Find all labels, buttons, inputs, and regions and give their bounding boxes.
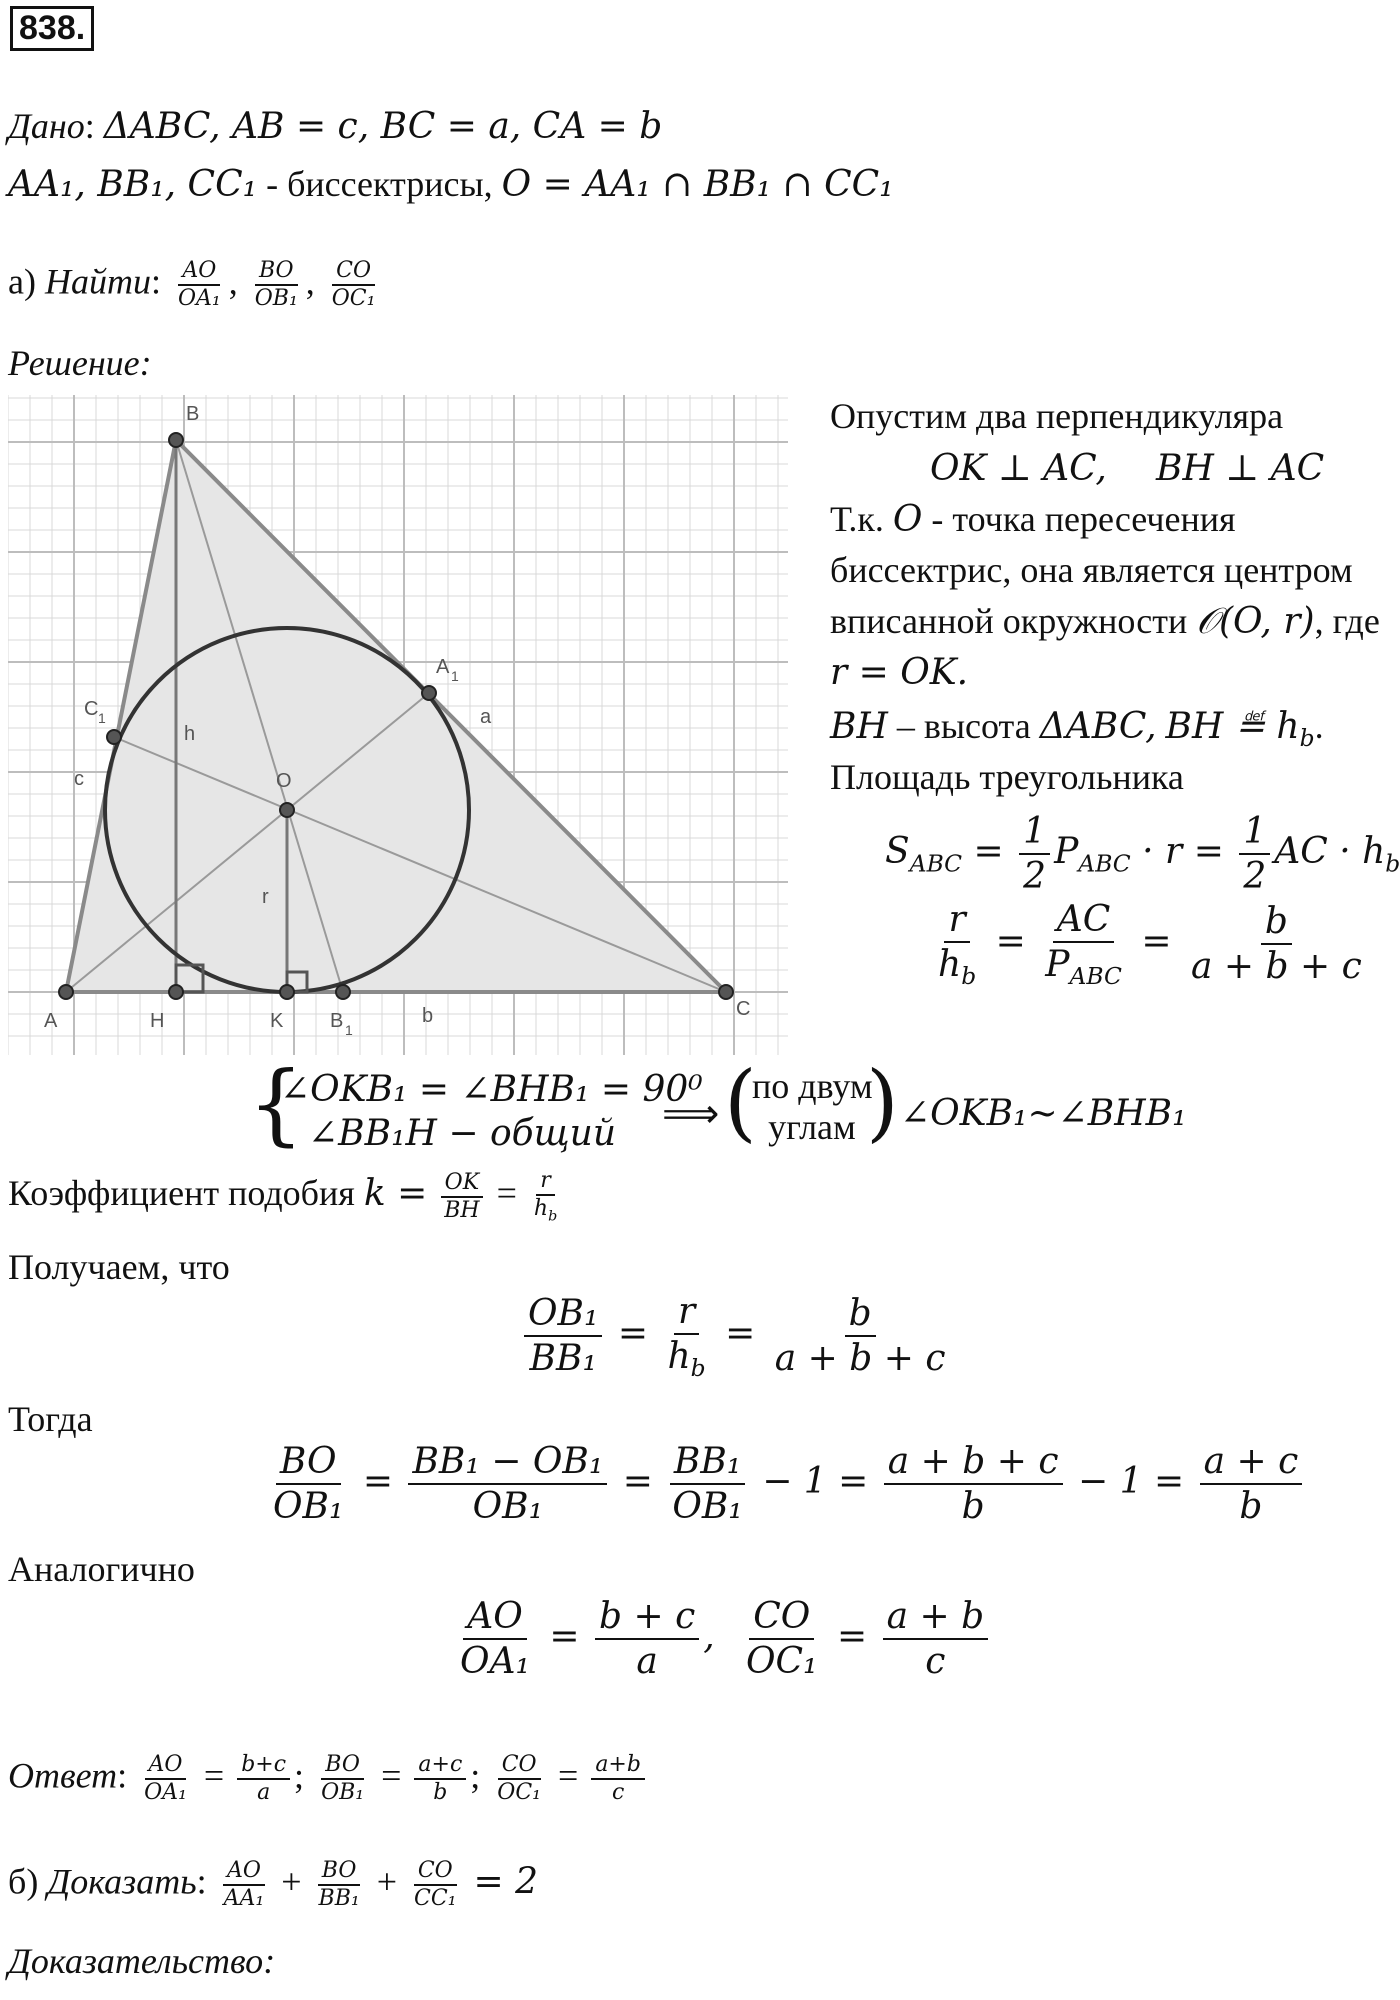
answer-line: Ответ: $\frac{AO}{\text{OA₁}}$ = $\frac{b+c}{a}$ ; $\frac{BO}{\text{OB₁}}$ = $\frac{a+c}{b}$ ; $\frac{CO}{\text{OC₁}}$ = $\frac{a+b}{c}$ (8, 1752, 649, 1807)
label-a-point: A (44, 1010, 58, 1032)
similarly-equation-1: $\frac{AO}{\text{OA₁}}$ = $\frac{b + c}{a}$ , (460, 1596, 715, 1683)
label-c-point: C (736, 998, 751, 1020)
given-line-1: Дано: ΔABC, AB = c, BC = a, CA = b (8, 106, 663, 147)
part-a-label: Найти (44, 261, 151, 302)
get-text: Получаем, что (8, 1247, 230, 1287)
similarly-equation-2: $\frac{CO}{\text{OC₁}}$ = $\frac{a + b}{c}$ (738, 1595, 992, 1683)
label-o: O (276, 770, 292, 792)
area-label: Площадь треугольника (830, 757, 1184, 797)
part-a-prefix: а) (8, 261, 36, 302)
point-a (59, 985, 73, 999)
bisector-center-line: биссектрис, она является центром (830, 550, 1353, 590)
paren-left: ( (724, 1053, 757, 1151)
solution-label: Решение: (8, 343, 152, 383)
part-b-prove: б) Доказать: $\frac{AO}{\text{AA₁}}$ + $\frac{BO}{\text{BB₁}}$ + $\frac{CO}{\text{CC₁}}$ = 2 (8, 1858, 539, 1912)
label-side-a: a (480, 706, 492, 728)
system-row-2: ∠BB₁H − общий (308, 1113, 617, 1154)
label-b1-sub: 1 (345, 1022, 353, 1038)
label-c1: C (84, 698, 99, 720)
label-a1-sub: 1 (451, 668, 459, 684)
label-b1: B (330, 1010, 344, 1032)
perp-text: Опустим два перпендикуляра (830, 396, 1284, 436)
reason-text: по двум углам (752, 1066, 873, 1148)
given-intersection: O = AA₁ ∩ BB₁ ∩ CC₁ (501, 164, 894, 205)
inscribed-line: вписанной окружности 𝒪(O, r), где (830, 601, 1380, 642)
perp-ok: OK ⊥ AC, (930, 448, 1107, 489)
similarity-conclusion: ∠OKB₁~∠BHB₁ (900, 1093, 1187, 1134)
find-fraction-ao: $\frac{AO}{\text{OA₁}}$ (177, 258, 221, 312)
point-b (169, 433, 183, 447)
paren-right: ) (866, 1053, 899, 1151)
given-bisectors-text: - биссектрисы, (266, 164, 493, 204)
label-r: r (262, 886, 269, 908)
part-a-find: а) Найти: $\frac{AO}{\text{OA₁}}$ , $\frac{BO}{\text{OB₁}}$ , $\frac{CO}{\text{OC₁}}$ (8, 258, 383, 313)
altitude-def: BH – высота ΔABC, BH ≝ $h_b$. (830, 706, 1324, 753)
given-line-2 (8, 163, 894, 206)
label-a1: A (436, 656, 450, 678)
given-bisectors: AA₁, BB₁, CC₁ (8, 164, 258, 205)
label-b: B (186, 403, 200, 425)
label-c1-sub: 1 (98, 710, 106, 726)
perp-bh: BH ⊥ AC (1156, 448, 1325, 489)
triangle-figure (8, 395, 788, 1055)
coef-line: Коэффициент подобия k = $\frac{OK}{BH}$ = $\frac{r}{h_b}$ (8, 1168, 558, 1225)
label-side-c: c (74, 768, 84, 790)
similarly-text: Аналогично (8, 1549, 195, 1589)
proof-label: Доказательство: (8, 1941, 276, 1981)
point-o (280, 803, 294, 817)
then-text: Тогда (8, 1399, 93, 1439)
given-triangle: ΔABC, AB = c, BC = a, CA = b (103, 106, 663, 147)
find-fraction-bo: $\frac{BO}{\text{OB₁}}$ (254, 258, 298, 312)
system-brace: { (248, 1052, 304, 1155)
since-line: Т.к. O - точка пересечения (830, 499, 1236, 540)
get-equation: $\frac{\text{OB₁}}{\text{BB₁}}$ = $\frac{r}{h_b}$ = $\frac{b}{a + b + c}$ (520, 1290, 953, 1382)
point-h (169, 985, 183, 999)
point-c1 (107, 730, 121, 744)
ratio-equation: $\frac{r}{h_b}$ = $\frac{AC}{P_{ABC}}$ = $\frac{b}{a + b + c}$ (938, 899, 1362, 991)
then-equation: $\frac{BO}{\text{OB₁}}$ = $\frac{\text{BB₁ − OB₁}}{\text{OB₁}}$ = $\frac{\text{BB₁}}{\text{OB₁}}$ − 1 = $\frac{a + b + c}{b}$ − 1 = $\frac{a + c}{b}$ (265, 1440, 1306, 1528)
point-c (719, 985, 733, 999)
area-equation: $S_{ABC}$ = $\frac{1}{2}$ $P_{ABC} \cdot r$ = $\frac{1}{2}$ AC · $h_b$ (885, 811, 1400, 898)
point-b1 (336, 985, 350, 999)
label-h-point: H (150, 1010, 165, 1032)
find-fraction-co: $\frac{CO}{\text{OC₁}}$ (331, 258, 376, 312)
label-k: K (270, 1010, 284, 1032)
radius-def: r = OK. (830, 652, 969, 693)
problem-number: 838. (10, 6, 94, 51)
system-row-1: ∠OKB₁ = ∠BHB₁ = 90⁰ (280, 1069, 703, 1110)
point-k (280, 985, 294, 999)
implies-arrow: ⟹ (662, 1091, 720, 1136)
given-label: Дано (8, 106, 85, 146)
label-side-b: b (422, 1005, 434, 1027)
label-h-altitude: h (184, 723, 196, 745)
point-a1 (422, 686, 436, 700)
